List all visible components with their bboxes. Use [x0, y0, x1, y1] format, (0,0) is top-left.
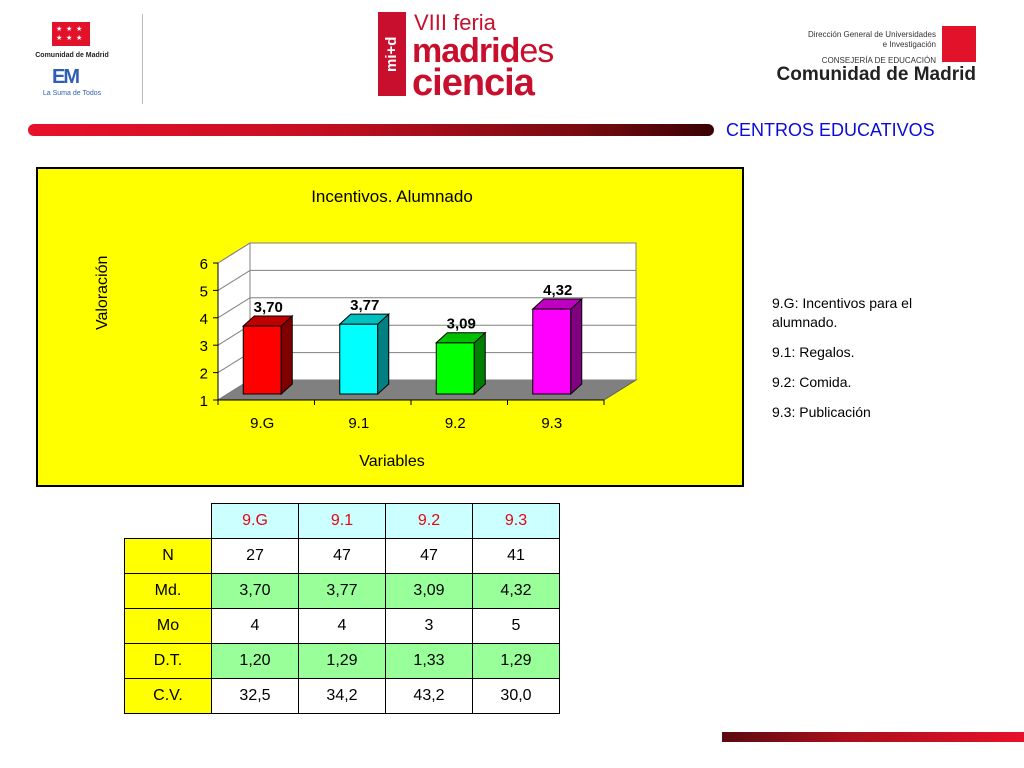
row-header: Md.	[125, 574, 212, 609]
flag-stars-icon: ★ ★ ★ ★ ★ ★	[52, 22, 90, 46]
bar-side	[571, 299, 582, 394]
table-cell: 1,29	[473, 644, 560, 679]
table-row	[125, 644, 560, 679]
decorative-bottom-bar	[722, 732, 1024, 742]
comunidad-madrid-logo-left	[22, 14, 122, 104]
row-header: D.T.	[125, 644, 212, 679]
y-axis-label: Valoración	[94, 255, 111, 330]
table-row	[125, 609, 560, 644]
decorative-red-bar	[28, 124, 714, 136]
bar-side	[474, 333, 485, 394]
comunidad-madrid-logo-right	[748, 26, 980, 96]
table-cell: 30,0	[473, 679, 560, 714]
logo-tagline: La Suma de Todos	[42, 90, 102, 97]
chart-panel	[36, 167, 744, 487]
table-cell: 4	[299, 609, 386, 644]
table-corner	[125, 504, 212, 539]
data-label: 3,77	[350, 297, 380, 315]
data-label: 4,32	[543, 282, 573, 300]
table-cell: 47	[299, 539, 386, 574]
logo-org-name: Comunidad de Madrid	[35, 52, 109, 59]
column-header: 9.1	[299, 504, 386, 539]
legend-item: 9.G: Incentivos para el alumnado.	[772, 295, 913, 330]
bar-side	[378, 314, 389, 394]
table-cell: 1,20	[212, 644, 299, 679]
bar	[533, 309, 571, 394]
y-tick-label: 1	[199, 393, 208, 410]
feria-edition: VIII feria	[414, 10, 496, 35]
bar	[243, 326, 281, 394]
bar	[436, 343, 474, 394]
table-cell: 27	[212, 539, 299, 574]
table-cell: 1,33	[386, 644, 473, 679]
feria-madrid-word: madrid	[412, 32, 520, 70]
variables-legend	[772, 294, 972, 433]
mid-vertical-mark: mi+d	[378, 12, 406, 96]
feria-ciencia-word: ciencia	[412, 62, 534, 104]
x-tick-label: 9.1	[348, 415, 370, 432]
table-cell: 3	[386, 609, 473, 644]
legend-item: 9.1: Regalos.	[772, 344, 855, 360]
dg-line1: Dirección General de Universidades	[807, 30, 936, 39]
bar	[340, 324, 378, 394]
data-label: 3,09	[446, 315, 476, 333]
bar-chart-svg	[38, 169, 746, 489]
x-tick-label: 9.G	[250, 415, 275, 432]
table-cell: 41	[473, 539, 560, 574]
column-header: 9.G	[212, 504, 299, 539]
table-cell: 3,77	[299, 574, 386, 609]
table-row	[125, 574, 560, 609]
bar-side	[281, 316, 292, 394]
table-row	[125, 679, 560, 714]
y-tick-label: 4	[199, 310, 208, 328]
section-title: CENTROS EDUCATIVOS	[726, 120, 935, 140]
x-tick-label: 9.2	[444, 415, 466, 432]
y-tick-label: 5	[199, 283, 208, 301]
feria-es-word: es	[519, 32, 554, 70]
table-cell: 47	[386, 539, 473, 574]
logo-divider	[142, 14, 143, 104]
y-tick-label: 3	[199, 338, 208, 356]
x-axis-label: Variables	[359, 453, 425, 470]
table-cell: 3,70	[212, 574, 299, 609]
column-header: 9.2	[386, 504, 473, 539]
table-cell: 3,09	[386, 574, 473, 609]
comunidad-madrid-text: Comunidad de Madrid	[776, 64, 976, 85]
feria-madrid-ciencia-logo	[378, 10, 578, 104]
y-tick-label: 6	[199, 256, 208, 273]
table-cell: 43,2	[386, 679, 473, 714]
row-header: Mo	[125, 609, 212, 644]
column-header: 9.3	[473, 504, 560, 539]
table-header-row	[125, 504, 560, 539]
dg-line2: e Investigación	[882, 40, 936, 49]
chart-title: Incentivos. Alumnado	[311, 187, 473, 206]
y-tick-label: 2	[199, 365, 208, 383]
table-cell: 5	[473, 609, 560, 644]
em-mark-icon: EM	[52, 66, 78, 88]
statistics-table	[124, 503, 560, 714]
table-cell: 4	[212, 609, 299, 644]
row-header: N	[125, 539, 212, 574]
table-cell: 32,5	[212, 679, 299, 714]
table-cell: 1,29	[299, 644, 386, 679]
consejeria-text: CONSEJERÍA DE EDUCACIÓN	[821, 56, 936, 65]
table-row	[125, 539, 560, 574]
legend-item: 9.2: Comida.	[772, 374, 852, 390]
x-tick-label: 9.3	[541, 415, 563, 432]
madrid-flag-icon	[942, 26, 976, 62]
table-cell: 4,32	[473, 574, 560, 609]
dg-universidades-text	[808, 30, 936, 50]
table-cell: 34,2	[299, 679, 386, 714]
data-label: 3,70	[253, 299, 283, 317]
row-header: C.V.	[125, 679, 212, 714]
legend-item: 9.3: Publicación	[772, 404, 871, 420]
